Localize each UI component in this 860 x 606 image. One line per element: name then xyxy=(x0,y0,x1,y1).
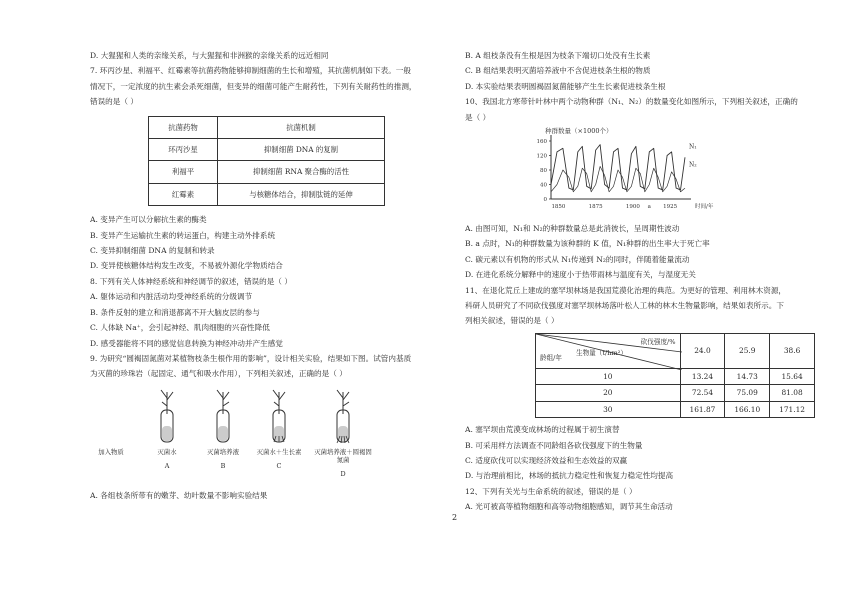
table-cell: 30 xyxy=(536,401,681,417)
test-tube-icon xyxy=(261,386,297,444)
test-tube-icon xyxy=(205,386,241,444)
x-tick-label: 1875 xyxy=(588,204,603,211)
q10-stem-line-1: 10、我国北方寒带针叶林中两个动物种群（N₁、N₂）的数量变化如图所示，下列相关叙述，正确的 xyxy=(465,97,798,107)
population-chart-svg xyxy=(525,127,725,217)
tube-b xyxy=(198,386,248,470)
q8-option-c: C. 人体缺 Na⁺，会引起神经、肌肉细胞的兴奋性降低 xyxy=(90,323,270,333)
series-line-1 xyxy=(551,145,685,190)
q8-option-a: A. 躯体运动和内脏活动均受神经系统的分级调节 xyxy=(90,292,253,302)
q10-stem-line-2: 是（ ） xyxy=(465,112,491,122)
page-number: 2 xyxy=(452,513,458,522)
q11-stem-line-1: 11、在退化荒丘上建成的塞罕坝林场是我国荒漠化治理的典范。为更好的管理、利用林木资源， xyxy=(465,285,787,295)
y-tick-label: 160 xyxy=(536,139,547,146)
q8-option-b: B. 条件反射的建立和消退都离不开大脑皮层的参与 xyxy=(90,307,260,317)
test-tube-icon xyxy=(325,386,361,444)
q8-stem: 8. 下列有关人体神经系统和神经调节的叙述，错误的是（ ） xyxy=(90,276,292,286)
population-chart xyxy=(465,127,815,219)
q9-option-a: A. 各组枝条所带有的嫩芽、幼叶数量不影响实验结果 xyxy=(90,490,268,500)
corner-unit-label: 生物量（t/hm²） xyxy=(576,348,627,357)
right-column xyxy=(465,48,815,515)
x-tick-label: 1925 xyxy=(663,204,678,211)
y-tick-label: 80 xyxy=(540,168,547,175)
q7-stem-line-2: 情况下，一定浓度的抗生素会杀死细菌，但变异的细菌可能产生耐药性，下列有关耐药性的推测， xyxy=(90,81,417,91)
tube-label: 灭菌培养液＋圆褐固氮菌 xyxy=(314,447,372,464)
left-column xyxy=(90,48,442,503)
q9-option-c: C. B 组结果表明灭菌培养液中不含促进枝条生根的物质 xyxy=(465,66,651,76)
table-cell: 13.24 xyxy=(680,368,725,384)
tube-caption: A xyxy=(164,461,170,470)
tube-label: 灭菌培养液 xyxy=(207,447,239,456)
tube-caption: D xyxy=(340,469,346,478)
antibiotic-mechanism-table xyxy=(148,116,385,207)
q12-stem: 12、下列有关光与生命系统的叙述，错误的是（ ） xyxy=(465,486,637,496)
q9-stem-line-2: 为灭菌的珍珠岩（起固定、通气和吸水作用），下列相关叙述，正确的是（ ） xyxy=(90,369,347,379)
test-tube-figure xyxy=(90,386,442,484)
table-cell: 抑制细菌 DNA 的复制 xyxy=(218,139,385,161)
q9-option-b: B. A 组枝条没有生根是因为枝条下端切口处没有生长素 xyxy=(465,51,651,60)
table-header-row xyxy=(149,116,385,138)
q10-option-a: A. 由图可知，N₁和 N₂的种群数量总是此消彼长，呈周期性波动 xyxy=(465,224,680,234)
table-cell: 72.54 xyxy=(680,385,725,401)
x-tick-label: a xyxy=(647,204,651,211)
table-cell: 171.12 xyxy=(770,401,815,417)
q11-option-d: D. 与治理前相比，林场的抵抗力稳定性和恢复力稳定性均提高 xyxy=(465,471,674,481)
q11-stem-line-2: 科研人员研究了不同砍伐强度对塞罕坝林场落叶松人工林的林木生物量影响，结果如表所示。下 xyxy=(465,301,784,311)
table-row xyxy=(536,368,815,384)
x-axis-label: 时间/年 xyxy=(695,204,714,211)
corner-bottom-label: 龄组/年 xyxy=(540,354,563,363)
chart-title: 种群数量（×1000个） xyxy=(545,127,613,136)
series-label: N₁ xyxy=(689,143,697,151)
table-cell: 15.64 xyxy=(770,368,815,384)
table-row xyxy=(536,401,815,417)
table-cell: 81.08 xyxy=(770,385,815,401)
q12-option-a: A. 光可被高等植物细胞和高等动物细胞感知，调节其生命活动 xyxy=(465,502,673,512)
table-row xyxy=(536,385,815,401)
q7-option-b: B. 变异产生运输抗生素的转运蛋白，构建主动外排系统 xyxy=(90,230,276,240)
tube-a xyxy=(142,386,192,470)
table-cell: 环丙沙星 xyxy=(149,139,218,161)
y-tick-label: 0 xyxy=(543,197,547,204)
table-header-cell: 38.6 xyxy=(770,333,815,368)
table-cell: 166.10 xyxy=(725,401,770,417)
tube-d xyxy=(312,386,374,478)
table-row xyxy=(149,139,385,161)
table-header-cell: 24.0 xyxy=(680,333,725,368)
table-cell: 75.09 xyxy=(725,385,770,401)
tube-label: 灭菌水 xyxy=(157,447,177,456)
corner-top-label: 砍伐强度/% xyxy=(640,337,676,346)
table-cell: 161.87 xyxy=(680,401,725,417)
q7-stem-line-1: 7. 环丙沙星、利福平、红霉素等抗菌药物能够抑制细菌的生长和增殖，其抗菌机制如下表。一般 xyxy=(90,66,411,76)
q10-option-d: D. 在进化系统分解释中的速度小于热带雨林与温度有关，与湿度无关 xyxy=(465,270,696,280)
table-cell: 红霉素 xyxy=(149,183,218,205)
table-header-cell: 抗菌药物 xyxy=(149,116,218,138)
q9-option-d: D. 本实验结果表明圆褐固氮菌能够产生生长素促进枝条生根 xyxy=(465,81,666,91)
tube-label: 灭菌水＋生长素 xyxy=(256,447,302,456)
table-cell: 20 xyxy=(536,385,681,401)
table-header-cell: 抗菌机制 xyxy=(218,116,385,138)
q7-stem-line-3: 错误的是（ ） xyxy=(90,97,138,107)
q10-option-b: B. a 点时，N₁的种群数量为该种群的 K 值，N₁种群的出生率大于死亡率 xyxy=(465,239,710,249)
table-cell: 抑制细菌 RNA 聚合酶的活性 xyxy=(218,161,385,183)
table-cell: 14.73 xyxy=(725,368,770,384)
x-tick-label: 1900 xyxy=(625,204,640,211)
table-header-row xyxy=(536,333,815,368)
x-tick-label: 1850 xyxy=(551,204,566,211)
q11-option-c: C. 适度砍伐可以实现经济效益和生态效益的双赢 xyxy=(465,455,628,465)
q9-stem-line-1: 9. 为研究“圆褐固氮菌对某植物枝条生根作用的影响”，设计相关实验，结果如下图。试管内基质 xyxy=(90,353,412,363)
tube-row-label: 加入物质 xyxy=(98,447,124,456)
table-row xyxy=(149,161,385,183)
q6-option-d: D. 大猩猩和人类的亲缘关系，与大猩猩和非洲猴的亲缘关系的远近相同 xyxy=(90,51,329,60)
forest-biomass-table xyxy=(535,333,815,418)
series-label: N₂ xyxy=(689,161,697,169)
table-row xyxy=(149,183,385,205)
table-header-cell: 25.9 xyxy=(725,333,770,368)
q11-option-b: B. 可采用样方法调查不同龄组各砍伐强度下的生物量 xyxy=(465,440,643,450)
test-tube-icon xyxy=(149,386,185,444)
y-tick-label: 120 xyxy=(536,153,547,160)
table-cell: 10 xyxy=(536,368,681,384)
q11-option-a: A. 塞罕坝由荒漠变成林场的过程属于初生演替 xyxy=(465,425,620,435)
table-corner-cell xyxy=(536,333,681,368)
tube-c xyxy=(254,386,304,470)
table-cell: 利福平 xyxy=(149,161,218,183)
q7-option-a: A. 变异产生可以分解抗生素的酶类 xyxy=(90,215,207,225)
q7-option-d: D. 变异使核糖体结构发生改变，不易被外源化学物质结合 xyxy=(90,261,283,271)
q7-option-c: C. 变异抑制细菌 DNA 的复制和转录 xyxy=(90,246,215,256)
q8-option-d: D. 感受器能将不同的感觉信息转换为神经冲动并产生感觉 xyxy=(90,338,283,348)
q10-option-c: C. 碳元素以有机物的形式从 N₁传递到 N₂的同时，伴随着能量流动 xyxy=(465,254,690,264)
y-tick-label: 40 xyxy=(540,182,547,189)
q11-stem-line-3: 列相关叙述，错误的是（ ） xyxy=(465,316,559,326)
table-cell: 与核糖体结合，抑制肽链的延伸 xyxy=(218,183,385,205)
tube-caption: B xyxy=(220,461,226,470)
tube-caption: C xyxy=(276,461,282,470)
